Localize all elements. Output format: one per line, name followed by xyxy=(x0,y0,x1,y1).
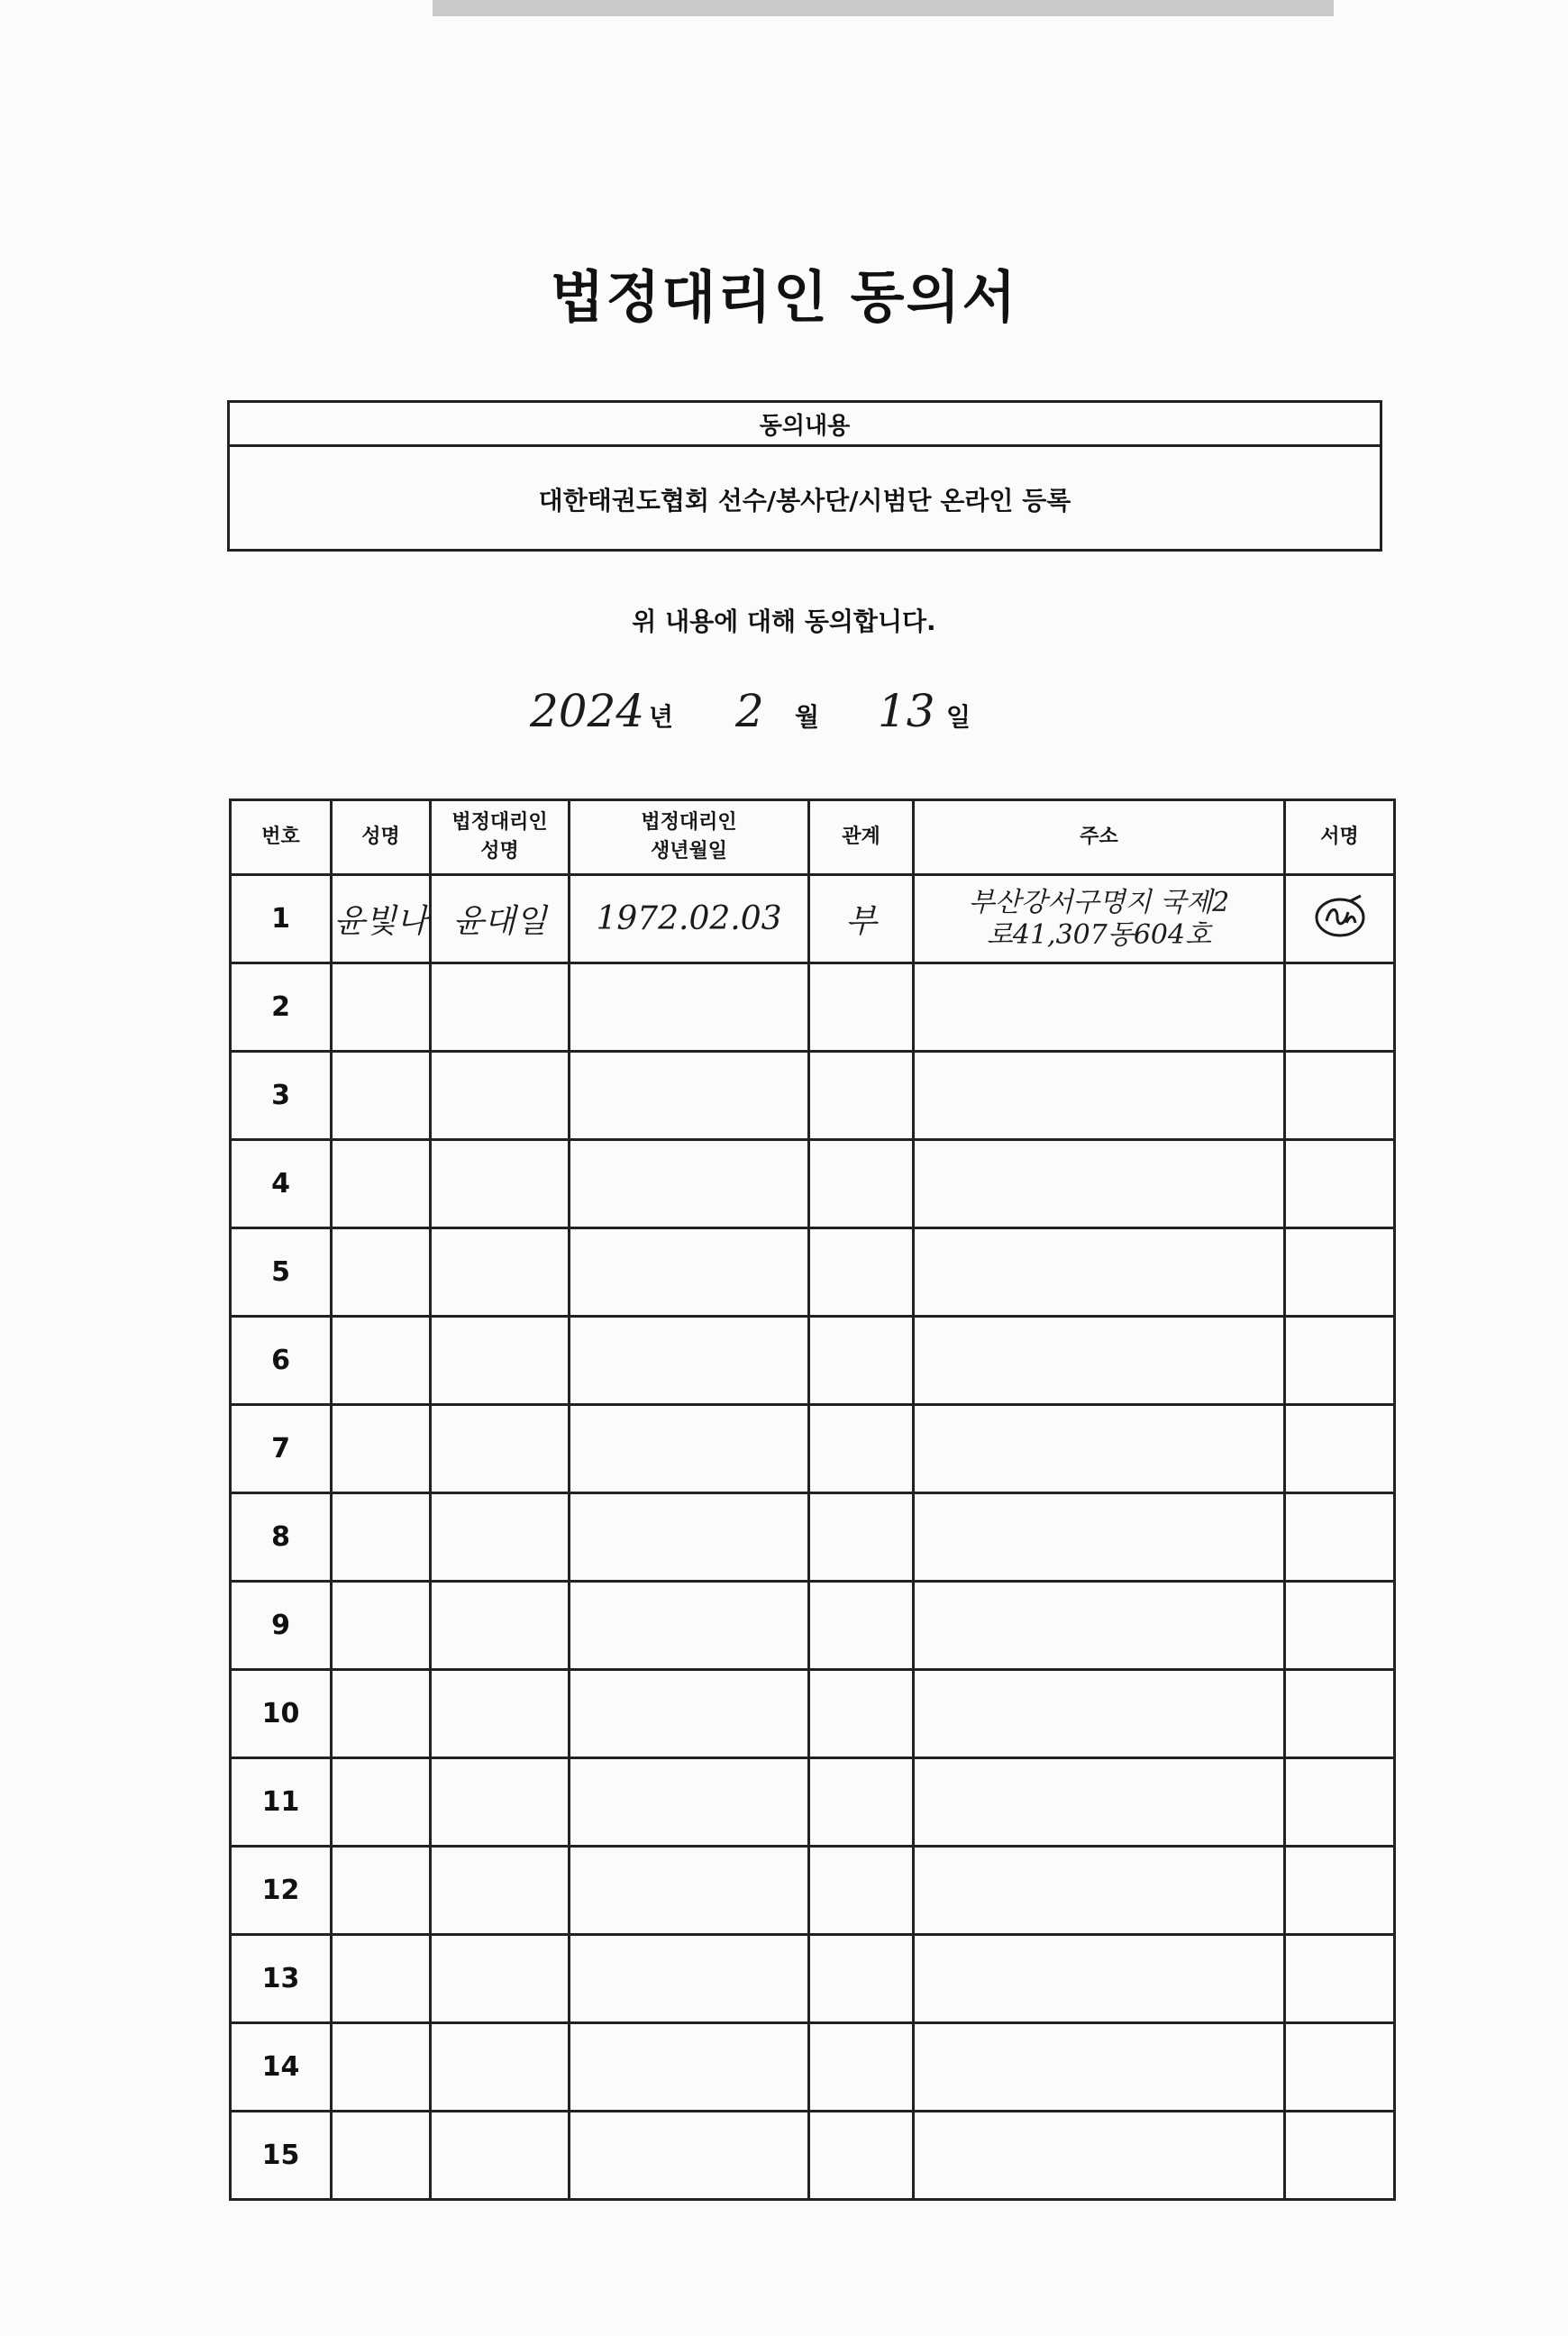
document-title: 법정대리인 동의서 xyxy=(550,264,1018,330)
header-guardian-name xyxy=(431,800,570,875)
header-guardian-dob-line1: 법정대리인 xyxy=(641,811,737,834)
empty-cell xyxy=(1285,1758,1395,1847)
empty-cell xyxy=(1285,1493,1395,1582)
table-row xyxy=(231,963,1395,1052)
empty-cell xyxy=(1285,1405,1395,1493)
empty-cell xyxy=(809,1140,914,1228)
empty-cell xyxy=(914,2112,1285,2200)
empty-cell xyxy=(809,1935,914,2023)
empty-cell xyxy=(332,1582,431,1670)
empty-cell xyxy=(431,1582,570,1670)
empty-cell xyxy=(332,963,431,1052)
empty-cell xyxy=(570,1317,809,1405)
consent-header: 동의내용 xyxy=(230,403,1380,447)
empty-cell xyxy=(431,1317,570,1405)
empty-cell xyxy=(809,1758,914,1847)
empty-cell xyxy=(809,1493,914,1582)
empty-cell xyxy=(1285,1052,1395,1140)
empty-cell xyxy=(570,1405,809,1493)
empty-cell xyxy=(914,1493,1285,1582)
empty-cell xyxy=(914,1140,1285,1228)
empty-cell xyxy=(914,1228,1285,1317)
table-row xyxy=(231,1847,1395,1935)
empty-cell xyxy=(570,1670,809,1758)
empty-cell xyxy=(332,2112,431,2200)
row-number: 12 xyxy=(231,1847,332,1935)
empty-cell xyxy=(570,963,809,1052)
empty-cell xyxy=(431,1405,570,1493)
empty-cell xyxy=(570,1758,809,1847)
empty-cell xyxy=(431,2023,570,2112)
empty-cell xyxy=(1285,2112,1395,2200)
empty-cell xyxy=(914,2023,1285,2112)
empty-cell xyxy=(332,1847,431,1935)
empty-cell xyxy=(914,1758,1285,1847)
empty-cell xyxy=(914,1052,1285,1140)
empty-cell xyxy=(332,1228,431,1317)
table-row xyxy=(231,1935,1395,2023)
empty-cell xyxy=(809,963,914,1052)
row-number: 4 xyxy=(231,1140,332,1228)
empty-cell xyxy=(809,1847,914,1935)
empty-cell xyxy=(1285,1670,1395,1758)
empty-cell xyxy=(332,2023,431,2112)
entry-guardian-dob: 1972.02.03 xyxy=(570,875,809,963)
entry-relation: 부 xyxy=(809,875,914,963)
header-signature: 서명 xyxy=(1285,800,1395,875)
empty-cell xyxy=(809,1228,914,1317)
consent-text: 대한태권도협회 선수/봉사단/시범단 온라인 등록 xyxy=(538,486,1071,516)
empty-cell xyxy=(332,1052,431,1140)
entry-signature-cell xyxy=(1285,875,1395,963)
row-number: 6 xyxy=(231,1317,332,1405)
empty-cell xyxy=(570,1228,809,1317)
row-number: 5 xyxy=(231,1228,332,1317)
table-row xyxy=(231,875,1395,963)
consent-box xyxy=(227,400,1382,552)
empty-cell xyxy=(431,1493,570,1582)
empty-cell xyxy=(570,2023,809,2112)
empty-cell xyxy=(1285,1317,1395,1405)
empty-cell xyxy=(1285,1582,1395,1670)
empty-cell xyxy=(914,1935,1285,2023)
table-row xyxy=(231,1670,1395,1758)
row-number: 9 xyxy=(231,1582,332,1670)
date-year: 2024 xyxy=(530,685,645,737)
header-relation: 관계 xyxy=(809,800,914,875)
empty-cell xyxy=(431,2112,570,2200)
empty-cell xyxy=(914,1405,1285,1493)
table-row xyxy=(231,1405,1395,1493)
empty-cell xyxy=(570,1582,809,1670)
empty-cell xyxy=(332,1493,431,1582)
date-year-unit: 년 xyxy=(649,702,674,732)
row-number: 13 xyxy=(231,1935,332,2023)
empty-cell xyxy=(914,1582,1285,1670)
empty-cell xyxy=(431,1670,570,1758)
empty-cell xyxy=(570,1935,809,2023)
table-row xyxy=(231,1317,1395,1405)
empty-cell xyxy=(332,1935,431,2023)
header-guardian-name-line1: 법정대리인 xyxy=(451,811,548,834)
empty-cell xyxy=(431,1935,570,2023)
row-number: 11 xyxy=(231,1758,332,1847)
empty-cell xyxy=(431,1052,570,1140)
row-number: 8 xyxy=(231,1493,332,1582)
header-name: 성명 xyxy=(332,800,431,875)
entry-name: 윤빛나 xyxy=(332,875,431,963)
header-guardian-name-line2: 성명 xyxy=(480,840,519,862)
date-month-unit: 월 xyxy=(795,702,820,732)
date-month: 2 xyxy=(735,685,764,737)
empty-cell xyxy=(332,1405,431,1493)
scan-shadow xyxy=(433,0,1334,16)
empty-cell xyxy=(914,963,1285,1052)
empty-cell xyxy=(1285,1140,1395,1228)
empty-cell xyxy=(914,1847,1285,1935)
header-guardian-dob-line2: 생년월일 xyxy=(650,840,727,862)
empty-cell xyxy=(809,1317,914,1405)
empty-cell xyxy=(914,1317,1285,1405)
empty-cell xyxy=(809,1405,914,1493)
entry-address-line1: 부산강서구명지 국제2 xyxy=(968,886,1230,918)
empty-cell xyxy=(570,2112,809,2200)
empty-cell xyxy=(431,1758,570,1847)
empty-cell xyxy=(809,1582,914,1670)
agreement-statement: 위 내용에 대해 동의합니다. xyxy=(632,607,936,636)
table-row xyxy=(231,1582,1395,1670)
table-row xyxy=(231,1228,1395,1317)
empty-cell xyxy=(809,1670,914,1758)
empty-cell xyxy=(332,1670,431,1758)
empty-cell xyxy=(431,1847,570,1935)
entry-address xyxy=(914,875,1285,963)
date-row xyxy=(523,685,1063,748)
empty-cell xyxy=(1285,1935,1395,2023)
empty-cell xyxy=(332,1140,431,1228)
table-row xyxy=(231,1493,1395,1582)
row-number: 15 xyxy=(231,2112,332,2200)
row-number: 14 xyxy=(231,2023,332,2112)
signature-mark xyxy=(1310,890,1370,941)
row-number: 10 xyxy=(231,1670,332,1758)
empty-cell xyxy=(431,1140,570,1228)
empty-cell xyxy=(431,1228,570,1317)
table-row xyxy=(231,2023,1395,2112)
row-number: 7 xyxy=(231,1405,332,1493)
table-row xyxy=(231,1758,1395,1847)
empty-cell xyxy=(1285,1228,1395,1317)
header-address: 주소 xyxy=(914,800,1285,875)
date-day-unit: 일 xyxy=(946,702,971,732)
table-row xyxy=(231,1140,1395,1228)
row-number: 3 xyxy=(231,1052,332,1140)
empty-cell xyxy=(570,1052,809,1140)
empty-cell xyxy=(332,1317,431,1405)
empty-cell xyxy=(332,1758,431,1847)
empty-cell xyxy=(1285,2023,1395,2112)
consent-roster-table xyxy=(229,798,1396,2201)
empty-cell xyxy=(570,1493,809,1582)
empty-cell xyxy=(809,1052,914,1140)
table-row xyxy=(231,1052,1395,1140)
empty-cell xyxy=(570,1847,809,1935)
empty-cell xyxy=(809,2112,914,2200)
empty-cell xyxy=(914,1670,1285,1758)
empty-cell xyxy=(1285,1847,1395,1935)
row-number: 1 xyxy=(231,875,332,963)
row-number: 2 xyxy=(231,963,332,1052)
date-day: 13 xyxy=(878,685,935,737)
table-row xyxy=(231,2112,1395,2200)
empty-cell xyxy=(1285,963,1395,1052)
empty-cell xyxy=(809,2023,914,2112)
entry-address-line2: 로41,307동604호 xyxy=(986,918,1212,951)
table-header-row xyxy=(231,800,1395,875)
header-guardian-dob xyxy=(570,800,809,875)
empty-cell xyxy=(570,1140,809,1228)
header-no: 번호 xyxy=(231,800,332,875)
empty-cell xyxy=(431,963,570,1052)
entry-guardian-name: 윤대일 xyxy=(431,875,570,963)
